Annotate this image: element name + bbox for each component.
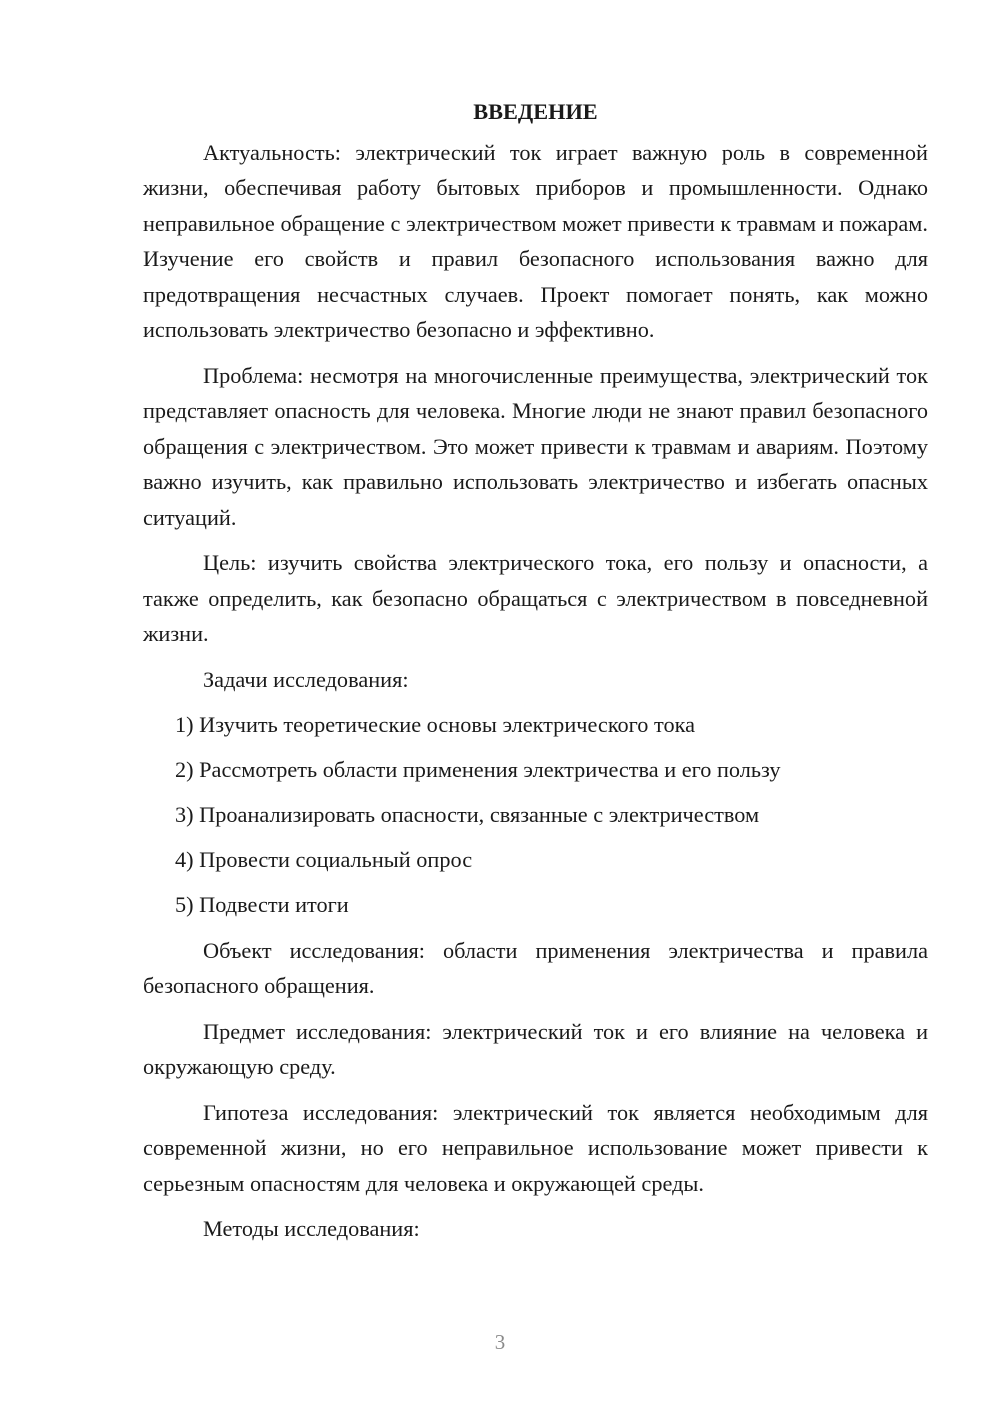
list-item: 4) Провести социальный опрос [175, 847, 473, 872]
problem-paragraph: Проблема: несмотря на многочисленные преимущества, электрический ток представляет опасность для человека. Многие люди не знают правил безопасного обращения с электричеством. Это может привести к травмам и авариям. Поэтому важно изучить, как правильно использовать электричество и избегать опасных ситуаций. [143, 362, 928, 530]
list-item: 1) Изучить теоретические основы электрического тока [175, 712, 695, 737]
list-item: 3) Проанализировать опасности, связанные с электричеством [175, 802, 760, 827]
relevance-paragraph: Актуальность: электрический ток играет важную роль в современной жизни, обеспечивая работу бытовых приборов и промышленности. Однако неправильное обращение с электричеством может привести к травмам и пожарам. Изучение его свойств и правил безопасного использования важно для предотвращения несчастных случаев. Проект помогает понять, как можно использовать электричество безопасно и эффективно. [143, 139, 928, 342]
list-item: 2) Рассмотреть области применения электричества и его пользу [175, 757, 781, 782]
list-item: 5) Подвести итоги [175, 892, 349, 917]
subject-paragraph: Предмет исследования: электрический ток и его влияние на человека и окружающую среду. [143, 1018, 928, 1079]
document-page [143, 94, 928, 1247]
goal-paragraph: Цель: изучить свойства электрического тока, его пользу и опасности, а также определить, как безопасно обращаться с электричеством в повседневной жизни. [143, 550, 928, 646]
page-number: 3 [494, 1330, 506, 1354]
section-title: ВВЕДЕНИЕ [473, 99, 598, 124]
object-paragraph: Объект исследования: области применения электричества и правила безопасного обращения. [143, 937, 928, 998]
hypothesis-paragraph: Гипотеза исследования: электрический ток является необходимым для современной жизни, но его неправильное использование может привести к серьезным опасностям для человека и окружающей среды. [143, 1099, 928, 1196]
methods-heading: Методы исследования: [203, 1216, 420, 1241]
tasks-heading: Задачи исследования: [203, 666, 409, 692]
tasks-list [143, 707, 928, 923]
